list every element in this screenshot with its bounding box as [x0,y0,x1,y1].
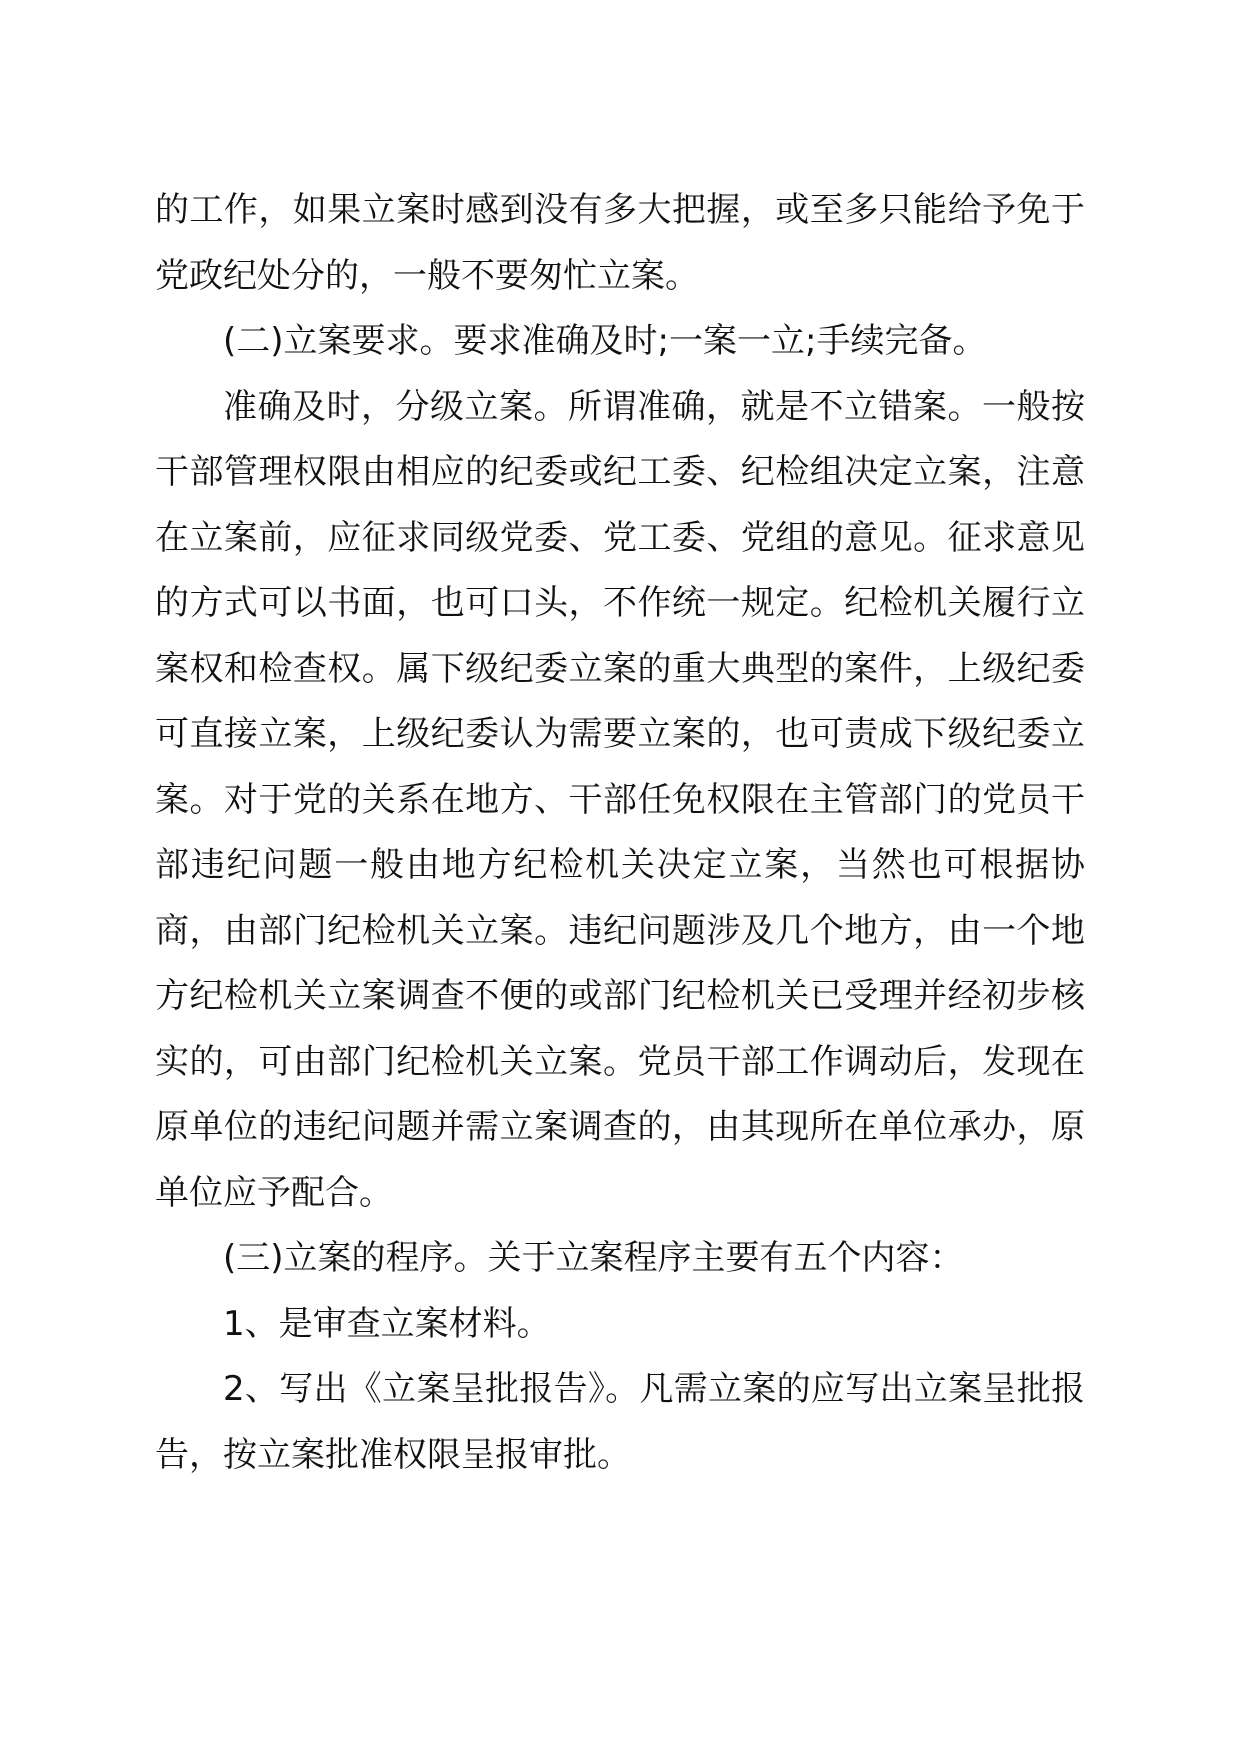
list-item-2: 2、写出《立案呈批报告》。凡需立案的应写出立案呈批报告，按立案批准权限呈报审批。 [155,1369,1085,1475]
list-item-1: 1、是审查立案材料。 [223,1303,551,1344]
paragraph-filing-procedure: (三)立案的程序。关于立案程序主要有五个内容： [223,1238,964,1278]
paragraph-accurate-timely: 准确及时，分级立案。所谓准确，就是不立错案。一般按干部管理权限由相应的纪委或纪工委、纪检组决定立案，注意在立案前，应征求同级党委、党工委、党组的意见。征求意见的方式可以书面，也可口头，不作统一规定。纪检机关履行立案权和检查权。属下级纪委立案的重大典型的案件，上级纪委可直接立案，上级纪委认为需要立案的，也可责成下级纪委立案。对于党的关系在地方、干部任免权限在主管部门的党员干部违纪问题一般由地方纪检机关决定立案，当然也可根据协商，由部门纪检机关立案。违纪问题涉及几个地方，由一个地方纪检机关立案调查不便的或部门纪检机关已受理并经初步核实的，可由部门纪检机关立案。党员干部工作调动后，发现在原单位的违纪问题并需立案调查的，由其现所在单位承办，原单位应予配合。 [155,386,1085,1213]
paragraph-continuation: 的工作，如果立案时感到没有多大把握，或至多只能给予免于党政纪处分的，一般不要匆忙立案。 [155,190,1085,296]
document-page [155,178,1085,1488]
paragraph-filing-requirements: (二)立案要求。要求准确及时;一案一立;手续完备。 [223,321,987,361]
